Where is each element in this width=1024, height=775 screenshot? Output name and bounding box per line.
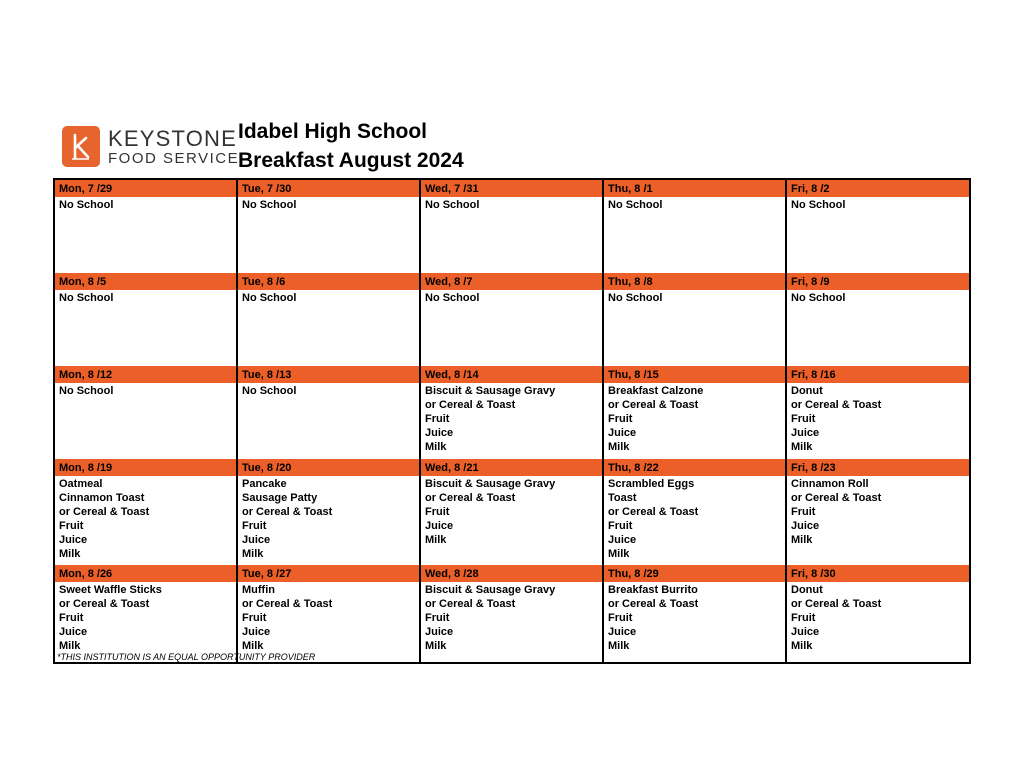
day-label: Fri, 8 /23 [786,458,970,476]
menu-item: Pancake [242,478,287,490]
menu-item: Fruit [425,612,450,624]
day-label: Thu, 8 /22 [603,458,786,476]
menu-item: No School [59,199,114,211]
menu-item: or Cereal & Toast [242,506,333,518]
day-label: Tue, 8 /27 [237,564,420,582]
menu-item: Juice [608,427,637,439]
day-label: Thu, 8 /8 [603,272,786,290]
menu-item: Juice [791,626,820,638]
day-menu-cell [786,582,970,663]
day-label: Wed, 8 /28 [420,564,603,582]
menu-item: or Cereal & Toast [791,399,882,411]
menu-item: Fruit [242,612,267,624]
day-menu-cell [237,383,420,458]
day-menu-cell [54,582,237,663]
menu-item: Fruit [608,612,633,624]
school-name: Idabel High School [238,120,428,143]
menu-item: Juice [791,520,820,532]
day-label: Mon, 8 /26 [54,564,237,582]
menu-item: Milk [425,534,447,546]
menu-item: Sausage Patty [242,492,318,504]
menu-item: Fruit [59,520,84,532]
menu-item: No School [59,292,114,304]
day-menu-cell [420,290,603,365]
menu-item: Juice [242,534,271,546]
menu-item: Juice [59,626,88,638]
menu-item: Fruit [791,612,816,624]
menu-item: Muffin [242,584,275,596]
day-label: Thu, 8 /1 [603,179,786,197]
menu-item: Donut [791,385,823,397]
day-menu-cell [786,197,970,272]
day-menu-cell [54,290,237,365]
menu-item: or Cereal & Toast [425,598,516,610]
day-label: Thu, 8 /15 [603,365,786,383]
menu-item: Milk [242,640,264,652]
menu-item: Milk [608,548,630,560]
day-label: Wed, 8 /14 [420,365,603,383]
menu-item: Milk [791,441,813,453]
day-menu-cell [603,582,786,663]
day-menu-cell [786,383,970,458]
menu-item: Juice [59,534,88,546]
menu-item: No School [608,199,663,211]
day-menu-cell [603,383,786,458]
menu-item: Juice [791,427,820,439]
menu-title: Breakfast August 2024 [238,149,464,172]
day-label: Tue, 8 /6 [237,272,420,290]
footnote: *THIS INSTITUTION IS AN EQUAL OPPORTUNITY PROVIDER [57,652,316,662]
day-menu-cell [603,197,786,272]
menu-item: Cinnamon Roll [791,478,869,490]
menu-item: or Cereal & Toast [608,399,699,411]
day-menu-cell [54,197,237,272]
menu-item: Sweet Waffle Sticks [59,584,162,596]
menu-item: or Cereal & Toast [608,506,699,518]
menu-calendar [53,178,971,664]
day-menu-cell [54,383,237,458]
menu-item: Milk [59,548,81,560]
menu-item: No School [791,199,846,211]
menu-item: Juice [425,427,454,439]
menu-item: Juice [242,626,271,638]
day-label: Fri, 8 /9 [786,272,970,290]
day-label: Tue, 8 /20 [237,458,420,476]
day-menu-cell [786,476,970,564]
menu-item: Fruit [425,506,450,518]
day-menu-cell [420,383,603,458]
week-menu-row [54,582,970,663]
week-header-row [54,179,970,197]
menu-item: or Cereal & Toast [242,598,333,610]
day-menu-cell [54,476,237,564]
week-menu-row [54,290,970,365]
menu-item: No School [242,199,297,211]
day-menu-cell [237,476,420,564]
day-label: Mon, 7 /29 [54,179,237,197]
menu-item: Cinnamon Toast [59,492,145,504]
week-menu-row [54,476,970,564]
menu-item: or Cereal & Toast [59,598,150,610]
menu-item: No School [791,292,846,304]
week-header-row [54,272,970,290]
day-menu-cell [237,290,420,365]
menu-item: Milk [791,534,813,546]
menu-item: No School [59,385,114,397]
day-menu-cell [603,290,786,365]
menu-item: Fruit [425,413,450,425]
menu-item: Juice [608,534,637,546]
brand-name: KEYSTONE [108,126,238,151]
menu-item: No School [425,292,480,304]
page-title [238,117,464,175]
week-menu-row [54,197,970,272]
menu-item: Oatmeal [59,478,103,490]
menu-item: Juice [425,520,454,532]
menu-item: Milk [608,441,630,453]
menu-item: Biscuit & Sausage Gravy [425,385,556,397]
day-label: Wed, 7 /31 [420,179,603,197]
menu-item: No School [425,199,480,211]
day-label: Wed, 8 /21 [420,458,603,476]
menu-item: Milk [425,441,447,453]
week-header-row [54,458,970,476]
menu-item: or Cereal & Toast [425,492,516,504]
menu-item: Donut [791,584,823,596]
day-menu-cell [420,197,603,272]
menu-item: Juice [608,626,637,638]
day-label: Mon, 8 /5 [54,272,237,290]
menu-item: Fruit [791,413,816,425]
week-menu-row [54,383,970,458]
menu-item: Biscuit & Sausage Gravy [425,584,556,596]
menu-item: Milk [59,640,81,652]
menu-item: Milk [791,640,813,652]
day-menu-cell [420,582,603,663]
menu-item: Fruit [59,612,84,624]
menu-item: Milk [608,640,630,652]
menu-item: No School [242,385,297,397]
menu-item: Toast [608,492,637,504]
day-label: Mon, 8 /19 [54,458,237,476]
menu-item: or Cereal & Toast [791,492,882,504]
day-menu-cell [420,476,603,564]
menu-item: Milk [425,640,447,652]
day-menu-cell [786,290,970,365]
day-label: Tue, 8 /13 [237,365,420,383]
day-label: Thu, 8 /29 [603,564,786,582]
menu-item: Juice [425,626,454,638]
menu-item: No School [242,292,297,304]
day-menu-cell [603,476,786,564]
menu-item: No School [608,292,663,304]
menu-item: Scrambled Eggs [608,478,695,490]
menu-item: Fruit [242,520,267,532]
menu-item: Breakfast Calzone [608,385,704,397]
menu-item: or Cereal & Toast [791,598,882,610]
keystone-logo [62,126,240,168]
menu-item: Fruit [608,413,633,425]
menu-item: Fruit [608,520,633,532]
brand-subtitle: FOOD SERVICE [108,150,240,167]
day-menu-cell [237,197,420,272]
keystone-k-icon [62,126,100,167]
menu-item: or Cereal & Toast [59,506,150,518]
menu-item: Fruit [791,506,816,518]
day-menu-cell [237,582,420,663]
menu-item: or Cereal & Toast [608,598,699,610]
day-label: Tue, 7 /30 [237,179,420,197]
week-header-row [54,365,970,383]
day-label: Mon, 8 /12 [54,365,237,383]
menu-item: or Cereal & Toast [425,399,516,411]
day-label: Fri, 8 /2 [786,179,970,197]
day-label: Wed, 8 /7 [420,272,603,290]
menu-item: Breakfast Burrito [608,584,698,596]
menu-item: Biscuit & Sausage Gravy [425,478,556,490]
week-header-row [54,564,970,582]
day-label: Fri, 8 /30 [786,564,970,582]
menu-item: Milk [242,548,264,560]
day-label: Fri, 8 /16 [786,365,970,383]
